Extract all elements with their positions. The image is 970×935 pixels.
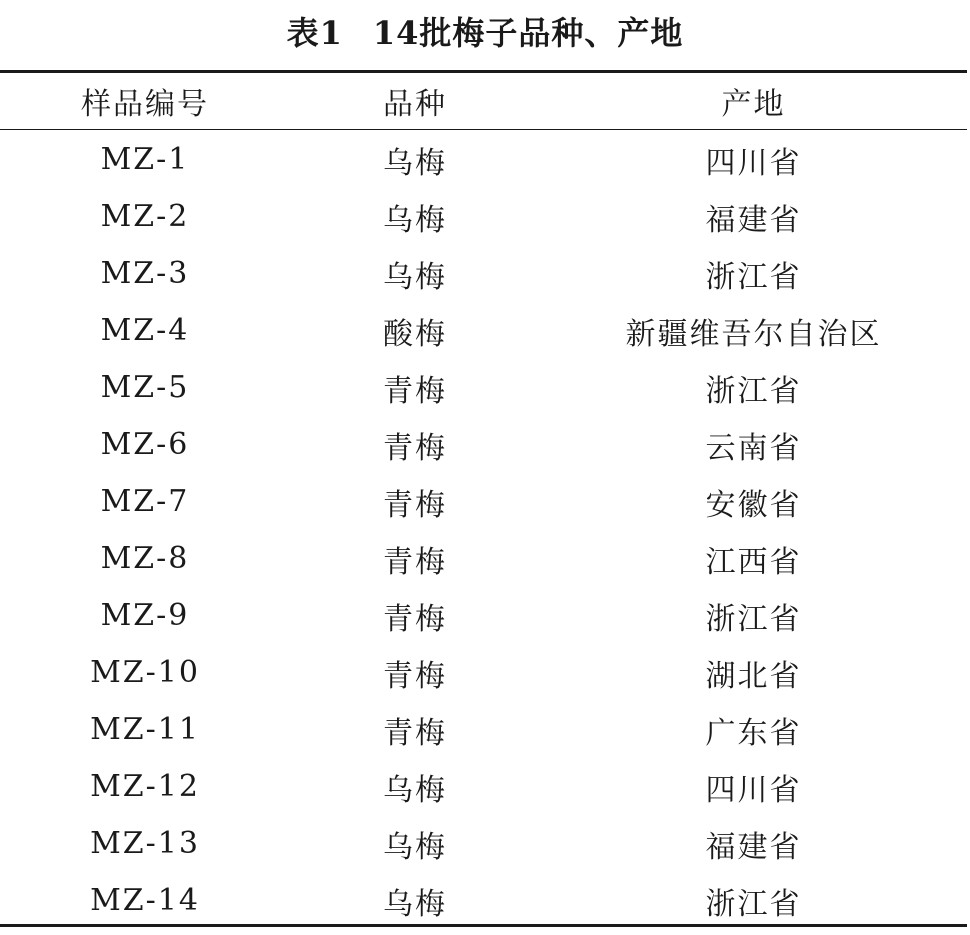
cell-sample-id: MZ-7: [100, 484, 190, 519]
cell-variety: 乌梅: [383, 202, 447, 238]
table-row: [0, 416, 967, 473]
cell-variety: 乌梅: [383, 772, 447, 808]
cell-sample-id: MZ-8: [100, 541, 190, 576]
cell-variety: 乌梅: [383, 145, 447, 181]
header-origin: 产地: [721, 87, 786, 122]
cell-origin: 云南省: [705, 430, 802, 466]
cell-sample-id: MZ-12: [90, 769, 200, 804]
table-row: [0, 872, 967, 929]
cell-variety: 青梅: [383, 658, 447, 694]
cell-origin: 安徽省: [705, 487, 802, 523]
cell-origin: 浙江省: [705, 886, 802, 922]
table-caption: [0, 8, 970, 58]
cell-variety: 乌梅: [383, 829, 447, 865]
table-header-row: [0, 73, 967, 129]
cell-sample-id: MZ-5: [100, 370, 190, 405]
cell-sample-id: MZ-1: [100, 142, 190, 177]
cell-origin: 广东省: [705, 715, 802, 751]
header-sample-id: 样品编号: [81, 87, 209, 122]
cell-sample-id: MZ-9: [100, 598, 190, 633]
table-row: [0, 701, 967, 758]
cell-sample-id: MZ-14: [90, 883, 200, 918]
cell-origin: 湖北省: [705, 658, 802, 694]
cell-sample-id: MZ-4: [100, 313, 190, 348]
table-row: [0, 644, 967, 701]
table-title: 14批梅子品种、产地: [372, 14, 684, 52]
cell-sample-id: MZ-10: [90, 655, 200, 690]
table-row: [0, 758, 967, 815]
cell-origin: 浙江省: [705, 601, 802, 637]
table-row: [0, 245, 967, 302]
cell-origin: 浙江省: [705, 259, 802, 295]
cell-origin: 江西省: [705, 544, 802, 580]
table-row: [0, 587, 967, 644]
cell-variety: 青梅: [383, 373, 447, 409]
cell-sample-id: MZ-6: [100, 427, 190, 462]
table-row: [0, 302, 967, 359]
header-variety: 品种: [383, 87, 447, 122]
sample-table: [0, 73, 967, 929]
cell-sample-id: MZ-2: [100, 199, 190, 234]
cell-variety: 青梅: [383, 715, 447, 751]
cell-origin: 浙江省: [705, 373, 802, 409]
table-row: [0, 530, 967, 587]
cell-variety: 酸梅: [383, 316, 447, 352]
cell-origin: 四川省: [705, 145, 802, 181]
cell-variety: 青梅: [383, 430, 447, 466]
cell-origin: 新疆维吾尔自治区: [625, 316, 882, 352]
cell-sample-id: MZ-11: [90, 712, 200, 747]
cell-variety: 青梅: [383, 601, 447, 637]
table-row: [0, 359, 967, 416]
table-row: [0, 473, 967, 530]
cell-sample-id: MZ-13: [90, 826, 200, 861]
table-number: 表1: [286, 14, 343, 52]
cell-origin: 福建省: [705, 202, 802, 238]
table-row: [0, 188, 967, 245]
cell-variety: 青梅: [383, 487, 447, 523]
cell-variety: 乌梅: [383, 259, 447, 295]
cell-origin: 四川省: [705, 772, 802, 808]
cell-variety: 乌梅: [383, 886, 447, 922]
cell-origin: 福建省: [705, 829, 802, 865]
table-row: [0, 129, 967, 188]
cell-sample-id: MZ-3: [100, 256, 190, 291]
cell-variety: 青梅: [383, 544, 447, 580]
table-row: [0, 815, 967, 872]
